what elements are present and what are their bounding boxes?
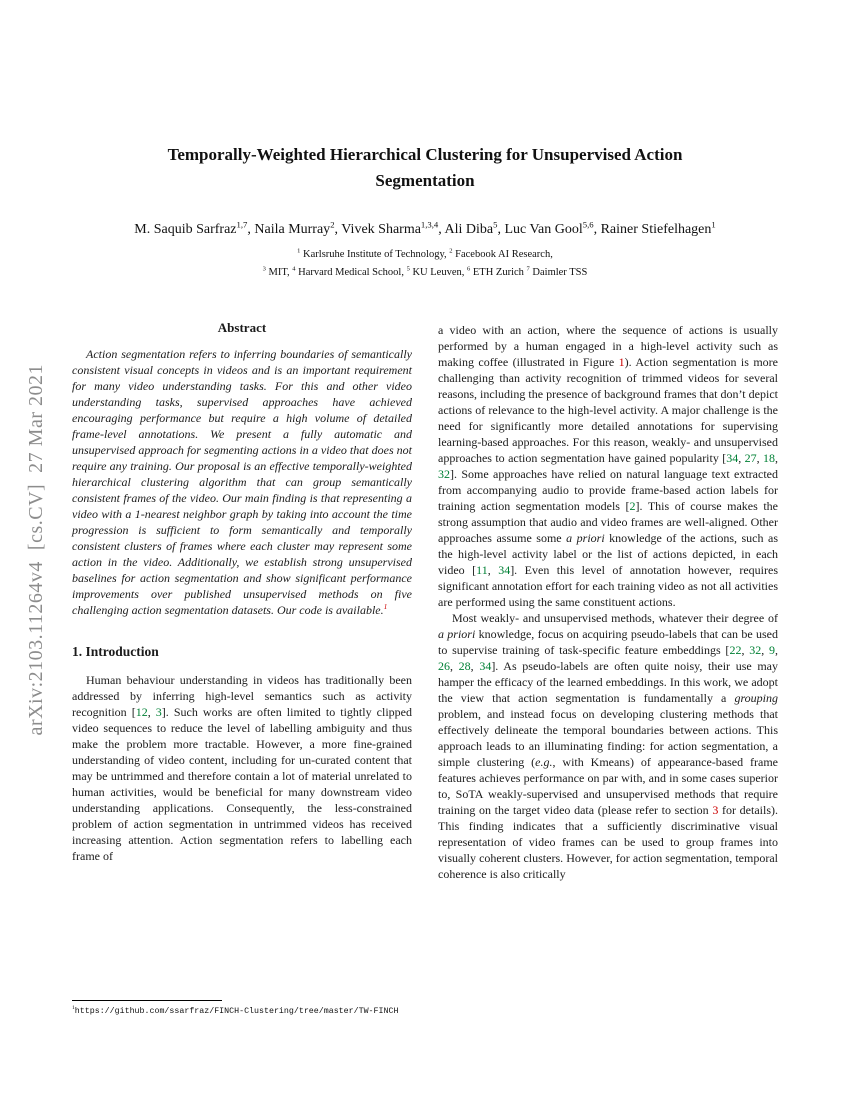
- arxiv-watermark: [10, 0, 62, 1100]
- affiliation-name: ETH Zurich: [470, 267, 527, 278]
- arxiv-watermark-text: arXiv:2103.11264v4 [cs.CV] 27 Mar 2021: [24, 364, 47, 736]
- author-affiliation-sup: 2: [330, 219, 335, 230]
- text-segment: ). Action segmentation is more challenging than activity recognition of trimmed videos for several reasons, including the presence of background frames that don’t depict actions of relevance to the high-level activity. A major challenge is the need for significantly more detailed annotations for supervising learning-based approaches. For this reason, weakly- and unsupervised approaches to action segmentation have gained popularity [: [438, 355, 778, 465]
- text-segment: Human behaviour understanding in videos has traditionally been addressed by inferring high-level semantics such as activity recognition [: [72, 673, 412, 719]
- text-segment: ,: [775, 643, 779, 657]
- abstract-heading: Abstract: [217, 320, 267, 335]
- author-name: Ali Diba: [444, 222, 494, 237]
- text-segment: ,: [450, 659, 459, 673]
- author-name: Naila Murray: [254, 222, 331, 237]
- author-name: Vivek Sharma: [341, 222, 421, 237]
- author-separator: ,: [334, 222, 342, 237]
- author-name: Rainer Stiefelhagen: [600, 222, 712, 237]
- author-separator: ,: [593, 222, 601, 237]
- left-column: [72, 320, 412, 882]
- author-affiliation-sup: 1: [711, 219, 716, 230]
- text-segment: a priori: [438, 627, 476, 641]
- affiliations-line-1: [60, 249, 790, 260]
- text-segment: ]. Some approaches have relied on natural language text extracted from accompanying audio to provide frame-based action labels for training action segmentation models [: [438, 467, 778, 513]
- citation-link[interactable]: 28: [458, 659, 471, 673]
- text-segment: ]. Such works are often limited to tightly clipped video sequences to reduce the level of labelling ambiguity and thus make the problem more tractable. However, a more fine-grained understanding of video content, including for un-curated content that may be untrimmed and therefore contain a lot of material unrelated to human activities, would be beneficial for many downstream video understanding applications. Consequently, the less-constrained problem of action segmentation in untrimmed videos has received increasing attention. Action segmentation refers to labelling each frame of: [72, 705, 412, 863]
- intro-paragraph: [72, 672, 412, 864]
- author-affiliation-sup: 5: [493, 219, 498, 230]
- citation-link[interactable]: 34: [726, 451, 739, 465]
- affiliation-sup: 1: [297, 247, 301, 255]
- section-heading-introduction: 1. Introduction: [72, 644, 159, 659]
- author-affiliation-sup: 1,7: [236, 219, 248, 230]
- internal-ref-link[interactable]: 1: [618, 355, 625, 369]
- affiliation-sup: 5: [406, 265, 410, 273]
- affiliation-sup: 7: [526, 265, 530, 273]
- footnote-rule: [72, 1000, 222, 1001]
- text-segment: grouping: [734, 691, 778, 705]
- affiliation-sup: 2: [449, 247, 453, 255]
- paper-title: Temporally-Weighted Hierarchical Clustering for Unsupervised Action Segmentation: [167, 145, 683, 190]
- text-segment: ,: [487, 563, 499, 577]
- author-affiliation-sup: 1,3,4: [420, 219, 439, 230]
- right-column: [438, 320, 778, 882]
- right-paragraph-1: [438, 322, 778, 610]
- citation-link[interactable]: 32: [438, 467, 450, 481]
- affiliation-name: Facebook AI Research,: [452, 249, 553, 260]
- text-segment: ]. As pseudo-labels are often quite noisy, their use may hamper the efficacy of the learned embeddings. In this work, we adopt the view that action segmentation is fundamentally a: [438, 659, 779, 705]
- text-segment: , with Kmeans) of appearance-based frame features achieves performance on par with, and in some cases superior to, SoTA weakly-supervised and unsupervised methods that require training on the target video data (please refer to section: [438, 755, 778, 817]
- text-segment: knowledge, focus on acquiring pseudo-labels that can be used to supervise training of task-specific feature embeddings [: [438, 627, 778, 657]
- text-segment: knowledge of the actions, such as the high-level activity label or the list of actions depicted, in each video [: [438, 531, 778, 577]
- citation-link[interactable]: 9: [769, 643, 776, 657]
- footnote-marker: 1: [72, 1005, 75, 1011]
- footnote-ref-marker[interactable]: 1: [383, 602, 388, 611]
- affiliation-name: Daimler TSS: [529, 267, 588, 278]
- affiliation-sup: 4: [292, 265, 296, 273]
- affiliation-name: KU Leuven,: [409, 267, 467, 278]
- author-name: M. Saquib Sarfraz: [134, 222, 237, 237]
- affiliation-name: MIT,: [265, 267, 293, 278]
- citation-link[interactable]: 18: [763, 451, 776, 465]
- citation-link[interactable]: 32: [749, 643, 762, 657]
- right-paragraph-2: [438, 610, 778, 882]
- author-name: Luc Van Gool: [504, 222, 583, 237]
- text-segment: ,: [775, 451, 779, 465]
- text-segment: ,: [738, 451, 745, 465]
- citation-link[interactable]: 34: [479, 659, 492, 673]
- author-separator: ,: [247, 222, 255, 237]
- author-affiliation-sup: 5,6: [582, 219, 594, 230]
- footnote: [72, 1000, 412, 1017]
- text-segment: ]. Even this level of annotation however, requires significant annotation effort for each training video as not all activities are performed using the same constituent actions.: [438, 563, 778, 609]
- citation-link[interactable]: 12: [135, 705, 148, 719]
- abstract-text: [72, 346, 412, 618]
- text-segment: ,: [470, 659, 480, 673]
- text-segment: ,: [761, 643, 770, 657]
- author-separator: ,: [438, 222, 445, 237]
- citation-link[interactable]: 34: [498, 563, 511, 577]
- citation-link[interactable]: 27: [744, 451, 757, 465]
- citation-link[interactable]: 3: [155, 705, 162, 719]
- citation-link[interactable]: 2: [629, 499, 636, 513]
- citation-link[interactable]: 11: [476, 563, 488, 577]
- text-segment: ]. This of course makes the strong assumption that audio and video frames are well-aligned. Other approaches assume some: [438, 499, 778, 545]
- authors-line: [60, 219, 790, 238]
- text-segment: ,: [741, 643, 750, 657]
- citation-link[interactable]: 26: [438, 659, 450, 673]
- affiliations-line-2: [60, 267, 790, 278]
- text-segment: Action segmentation refers to inferring boundaries of semantically consistent visual concepts in videos and is an important requirement for many video understanding tasks. For this and other video understanding tasks, supervised approaches have achieved encouraging performance but require a high volume of detailed frame-level annotations. We present a fully automatic and unsupervised approach for segmenting actions in a video that does not require any training. Our proposal is an effective temporally-weighted hierarchical clustering algorithm that can group semantically consistent frames of the video. Our main finding is that representing a video with a 1-nearest neighbor graph by taking into account the time progression is sufficient to form semantically and temporally consistent clusters of frames where each cluster may represent some action in the video. Additionally, we establish strong unsupervised baselines for action segmentation and show significant performance improvements over published unsupervised methods on five challenging action segmentation datasets. Our code is available.: [72, 347, 412, 617]
- author-separator: ,: [497, 222, 505, 237]
- text-segment: for details). This finding indicates that a sufficiently discriminative visual representation of video frames can be used to group frames into visually coherent clusters. However, for action segmentation, temporal coherence is also critically: [438, 803, 778, 881]
- text-segment: problem, and instead focus on developing clustering methods that effectively delineate the temporal boundaries between actions. This approach leads to an illuminating finding: for action segmentation, a simple clustering (: [438, 707, 778, 769]
- affiliation-name: Harvard Medical School,: [295, 267, 407, 278]
- internal-ref-link[interactable]: 3: [712, 803, 719, 817]
- text-segment: a priori: [566, 531, 605, 545]
- citation-link[interactable]: 22: [729, 643, 742, 657]
- affiliation-name: Karlsruhe Institute of Technology,: [300, 249, 450, 260]
- text-segment: Most weakly- and unsupervised methods, whatever their degree of: [452, 611, 778, 625]
- affiliation-sup: 6: [467, 265, 471, 273]
- text-segment: ,: [756, 451, 764, 465]
- text-segment: e.g.: [535, 755, 553, 769]
- footnote-url[interactable]: https://github.com/ssarfraz/FINCH-Clustering/tree/master/TW-FINCH: [74, 1007, 399, 1016]
- affiliation-sup: 3: [262, 265, 266, 273]
- two-column-body: [72, 320, 778, 882]
- text-segment: a video with an action, where the sequence of actions is usually performed by a human engaged in a high-level activity such as making coffee (illustrated in Figure: [438, 323, 778, 369]
- text-segment: ,: [147, 705, 156, 719]
